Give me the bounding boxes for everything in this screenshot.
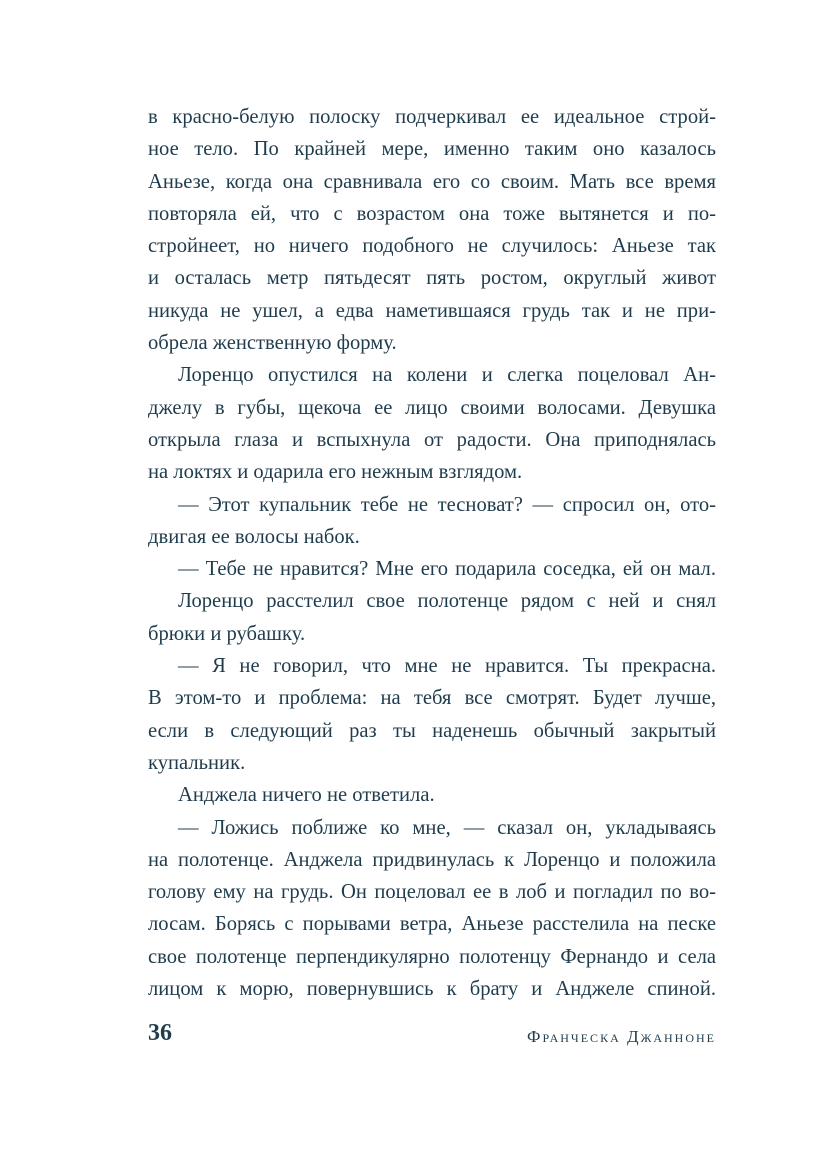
text-line: на полотенце. Анджела придвинулась к Лоренцо и положила: [148, 848, 716, 871]
text-line: обрела женственную форму.: [148, 332, 397, 355]
text-line: Аньезе, когда она сравнивала его со своим. Мать все время: [148, 170, 716, 193]
text-line: В этом-то и проблема: на тебя все смотрят. Будет лучше,: [148, 687, 716, 710]
text-line: повторяла ей, что с возрастом она тоже вытянется и по-: [148, 202, 716, 225]
running-header-author: Франческа Джанноне: [527, 1027, 716, 1046]
text-line: если в следующий раз ты наденешь обычный закрытый: [148, 719, 716, 742]
text-line: никуда не ушел, а едва наметившаяся грудь так и не при-: [148, 299, 716, 322]
text-line: открыла глаза и вспыхнула от радости. Она приподнялась: [148, 428, 716, 451]
text-line: лосам. Борясь с порывами ветра, Аньезе расстелила на песке: [148, 913, 716, 936]
text-line: — Я не говорил, что мне не нравится. Ты прекрасна.: [178, 655, 716, 678]
body-text: [148, 101, 716, 1005]
text-line: — Ложись поближе ко мне, — сказал он, укладываясь: [178, 816, 716, 839]
text-line: — Этот купальник тебе не тесноват? — спросил он, ото-: [178, 493, 716, 516]
text-line: лицом к морю, повернувшись к брату и Анджеле спиной.: [148, 978, 716, 1001]
page-number: 36: [148, 1020, 172, 1046]
text-line: ное тело. По крайней мере, именно таким оно казалось: [148, 138, 716, 161]
text-line: джелу в губы, щекоча ее лицо своими волосами. Девушка: [148, 396, 716, 419]
text-line: брюки и рубашку.: [148, 622, 306, 645]
text-line: Анджела ничего не ответила.: [178, 784, 435, 807]
text-line: Лоренцо расстелил свое полотенце рядом с ней и снял: [178, 590, 716, 613]
text-line: свое полотенце перпендикулярно полотенцу Фернандо и села: [148, 945, 716, 968]
text-line: стройнеет, но ничего подобного не случилось: Аньезе так: [148, 235, 716, 258]
text-line: — Тебе не нравится? Мне его подарила соседка, ей он мал.: [178, 558, 716, 581]
text-line: купальник.: [148, 751, 246, 774]
text-line: и осталась метр пятьдесят пять ростом, округлый живот: [148, 267, 716, 290]
text-line: двигая ее волосы набок.: [148, 525, 360, 548]
text-line: на локтях и одарила его нежным взглядом.: [148, 461, 523, 484]
text-line: в красно-белую полоску подчеркивал ее идеальное строй-: [148, 106, 716, 128]
text-line: Лоренцо опустился на колени и слегка поцеловал Ан-: [178, 364, 716, 387]
text-line: голову ему на грудь. Он поцеловал ее в лоб и погладил по во-: [148, 881, 716, 904]
